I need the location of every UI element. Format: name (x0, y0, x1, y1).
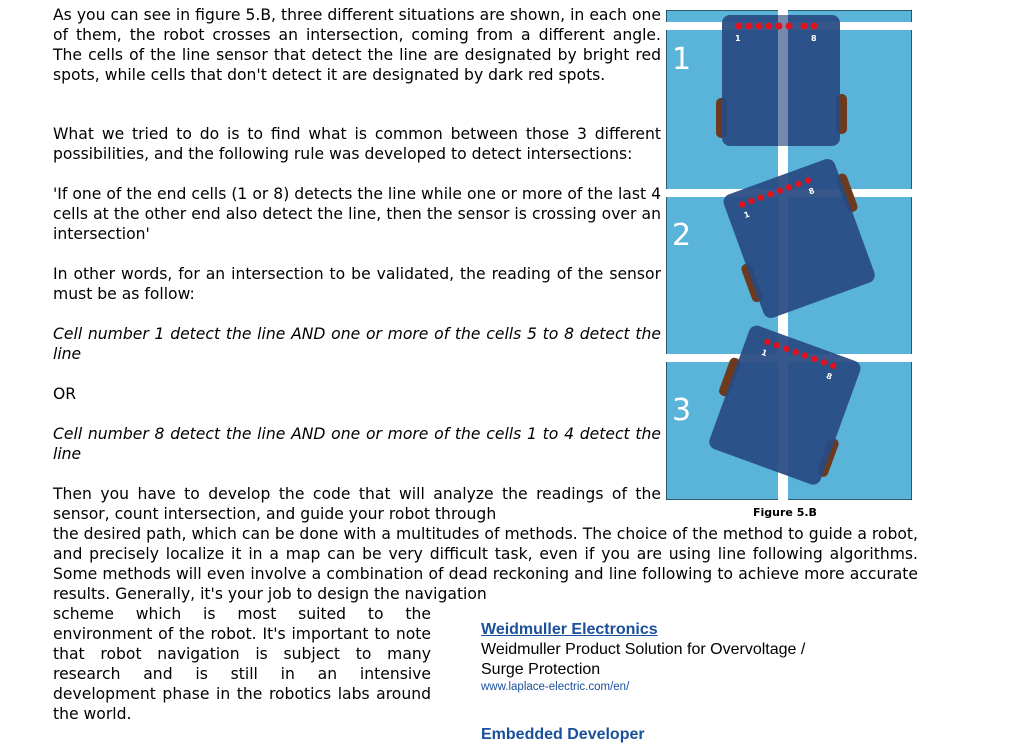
robot-3-cell-first-label: 1 (760, 347, 769, 359)
paragraph-8c: scheme which is most suited to the environment of the robot. It's important to note that robot navigation is subject to many research and is still in an intensive development phase in the robotics labs around the world. (53, 605, 431, 723)
panel-number-1: 1 (672, 42, 692, 77)
robot-3-cell-last-label: 8 (824, 371, 834, 382)
robot-2-cell-first-label: 1 (742, 209, 751, 221)
ad-1-title-link[interactable]: Weidmuller Electronics (481, 621, 658, 638)
condition-2: Cell number 8 detect the line AND one or more of the cells 1 to 4 detect the line (53, 425, 661, 463)
robot-1-cell-last-label: 8 (811, 34, 817, 43)
panel-number-3: 3 (672, 393, 692, 428)
robot-1-cell-first-label: 1 (735, 34, 741, 43)
figure-5b (666, 10, 912, 500)
paragraph-8b: the desired path, which can be done with a multitudes of methods. The choice of the method to guide a robot, and precisely localize it in a map can be very difficult task, even if you are using line following algorithms. Some methods will even involve a combination of dead reckoning and line following to achieve more accurate results. Generally, it's your job to design the navigation (53, 525, 918, 603)
paragraph-8a: Then you have to develop the code that will analyze the readings of the sensor, count intersection, and guide your robot through (53, 485, 661, 523)
panel-number-2: 2 (672, 218, 692, 253)
paragraph-3-rule: 'If one of the end cells (1 or 8) detects the line while one or more of the last 4 cells at the other end also detect the line, then the sensor is crossing over an intersection' (53, 185, 661, 243)
paragraph-4: In other words, for an intersection to be validated, the reading of the sensor must be as follow: (53, 265, 661, 303)
or-label: OR (53, 385, 77, 403)
robot-1 (716, 15, 847, 146)
paragraph-1: As you can see in figure 5.B, three different situations are shown, in each one of them, the robot crosses an intersection, coming from a different angle. The cells of the line sensor that detect the line are designated by bright red spots, while cells that don't detect it are designated by dark red spots. (53, 6, 661, 84)
condition-1: Cell number 1 detect the line AND one or more of the cells 5 to 8 detect the line (53, 325, 661, 363)
paragraph-2: What we tried to do is to find what is common between those 3 different possibilities, and the following rule was developed to detect intersections: (53, 125, 661, 163)
ad-1-body-line-1: Weidmuller Product Solution for Overvoltage / (481, 641, 806, 658)
ad-2-title-link[interactable]: Embedded Developer (481, 726, 645, 743)
ad-1-body-line-2: Surge Protection (481, 661, 601, 678)
figure-caption: Figure 5.B (753, 506, 817, 519)
ad-1-url[interactable]: www.laplace-electric.com/en/ (481, 681, 630, 693)
robot-2-cell-last-label: 8 (807, 186, 816, 197)
